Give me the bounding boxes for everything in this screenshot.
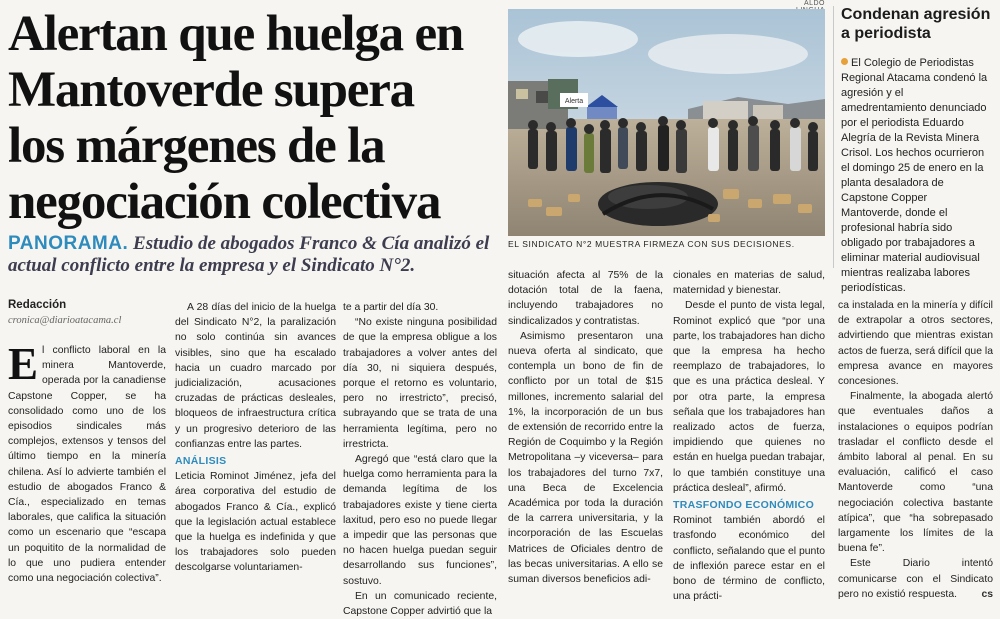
- photo-sign-text: Alerta: [564, 98, 584, 105]
- paragraph: “No existe ninguna posibilidad de que la empresa obligue a los trabajadores a volver antes del día 30, ni siquiera después, porque el retorno es voluntario, pero no irrestricto”, precisó, subrayando que se trata de una herramienta legítima, pero no irrestricta.: [343, 317, 497, 450]
- sidebar-text: El Colegio de Periodistas Regional Atacama condenó la agresión y el amedrentamiento denunciado por el periodista Eduardo Alegría de la Revista Minera Crisol. Los hechos ocurrieron el domingo 25 de enero en la planta desaladora de Capstone Copper Mantoverde, donde el profesional habría sido obligado por trabajadores a eliminar material audiovisual mientras realizaba labores periodísticas.: [841, 57, 988, 294]
- headline-line-4: negociación colectiva: [8, 174, 441, 230]
- subheading-analisis: ANÁLISIS: [175, 455, 227, 468]
- photo-caption: EL SINDICATO N°2 MUESTRA FIRMEZA CON SUS DECISIONES.: [508, 239, 795, 249]
- article-column-3: [343, 300, 497, 619]
- headline-line-2: Mantoverde supera: [8, 62, 414, 118]
- paragraph: cionales en materias de salud, maternidad y bienestar.: [673, 270, 825, 297]
- article-column-4: [508, 268, 663, 587]
- article-column-6: [838, 298, 993, 602]
- paragraph-text: Este Diario intentó comunicarse con el Sindicato pero no existió respuesta.: [838, 558, 993, 600]
- bullet-dot-icon: [841, 58, 848, 65]
- paragraph: [8, 339, 166, 586]
- paragraph: Desde el punto de vista legal, Rominot explicó que “por una parte, los trabajadores han dicho que la empresa ha hecho reemplazo de trabajadores, lo que es una práctica desleal. Y por otra parte, la empresa señala que los trabajadores han realizado actos de fuerza, impidiendo que quienes no están en huelga puedan trabajar, lo que también constituye una práctica desleal”, afirmó.: [673, 300, 825, 494]
- end-mark: cs: [981, 588, 993, 600]
- paragraph: situación afecta al 75% de la dotación total de la faena, incluyendo trabajadores no sindicalizados y contratistas.: [508, 270, 663, 327]
- paragraph: [838, 556, 993, 602]
- byline-author: Redacción: [8, 299, 67, 311]
- deck-kicker: PANORAMA.: [8, 233, 129, 254]
- photo-credit: ALDO: [803, 0, 825, 7]
- paragraph-text: l conflicto laboral en la minera Mantoverde, operada por la canadiense Capstone Copper, se ha consolidado como uno de los episodios sindicales más complejos, extensos y tensos del último tiempo en la minería chilena. Así lo advierte también el estudio de abogados Franco & Cía., especializado en temas laborales, que califica la situación como un escenario que “escapa un poquitito de la normalidad de lo que uno pudiera entender como una negociación colectiva”.: [8, 345, 166, 585]
- headline-line-1: Alertan que huelga en: [8, 6, 464, 62]
- paragraph: A 28 días del inicio de la huelga del Sindicato N°2, la paralización no solo continúa sin avances visibles, sino que ha escalado hacia un cuadro marcado por judicialización, acusaciones cruzadas de prácticas desleales, bloqueos de infraestructura crítica y un progresivo deterioro de las confianzas entre las partes.: [175, 302, 336, 450]
- subheading-trasfondo: TRASFONDO ECONÓMICO: [673, 499, 815, 512]
- article-column-5: [673, 268, 825, 604]
- headline: [8, 6, 500, 230]
- paragraph: Finalmente, la abogada alertó que eventuales daños a instalaciones o equipos podrían trasladar el conflicto desde el ámbito laboral al penal. En su evaluación, calificó el caso Mantoverde como “una negociación colectiva bastante atípica”, que “ha sobrepasado largamente los límites de la buena fe”.: [838, 391, 993, 555]
- article-column-2: [175, 300, 336, 576]
- paragraph: te a partir del día 30.: [343, 302, 439, 313]
- paragraph: Agregó que “está claro que la huelga como herramienta para la demanda legítima de los trabajadores existe y tiene cierta laxitud, pero eso no puede llegar a impedir que las personas que no hacen huelga puedan seguir desarrollando sus funciones”, sostuvo.: [343, 454, 497, 587]
- strike-photo-illustration: [508, 9, 825, 236]
- sidebar-title: Condenan agresión a periodista: [841, 6, 991, 42]
- drop-cap: E: [8, 339, 39, 389]
- deck-text: Estudio de abogados Franco & Cía analizó el actual conflicto entre la empresa y el Sindicato N°2.: [8, 233, 490, 276]
- paragraph: En un comunicado reciente, Capstone Copper advirtió que la: [343, 590, 497, 618]
- byline-email[interactable]: cronica@diarioatacama.cl: [8, 315, 122, 326]
- paragraph: Leticia Rominot Jiménez, jefa del área corporativa del estudio de abogados Franco & Cía., explicó que la legislación actual establece que la huelga es indefinida y que los trabajadores solo pueden descolgarse voluntariamen-: [175, 471, 336, 574]
- sidebar-body: [841, 56, 991, 296]
- byline: [8, 299, 168, 326]
- sidebar-divider: [833, 6, 834, 268]
- paragraph: Rominot también abordó el trasfondo económico del conflicto, señalando que el punto de inflexión parece estar en el bono de término de conflicto, una prácti-: [673, 515, 825, 603]
- headline-line-3: los márgenes de la: [8, 118, 385, 174]
- article-column-1: [8, 339, 166, 586]
- deck: [8, 233, 503, 277]
- paragraph: ca instalada en la minería y difícil de extrapolar a otros sectores, advirtiendo que mientras existan actos de fuerza, será difícil que la empresa avance en mayores concesiones.: [838, 300, 993, 388]
- strike-photo: [508, 9, 825, 236]
- paragraph: Asimismo presentaron una nueva oferta al sindicato, que contempla un bono de fin de conflicto por un total de $15 millones, incremento salarial del 1%, la incorporación de un bus de extensión de recorrido entre la Región de Coquimbo y la Región Metropolitana –y viceversa– para los trabajadores del turno 7x7, una Beca de Excelencia Académica por toda la duración de la carrera universitaria, y la incorporación de las Escuelas Matrices de Oficiales dentro de las becas universitarias. A ello se suman diversos beneficios adi-: [508, 330, 663, 586]
